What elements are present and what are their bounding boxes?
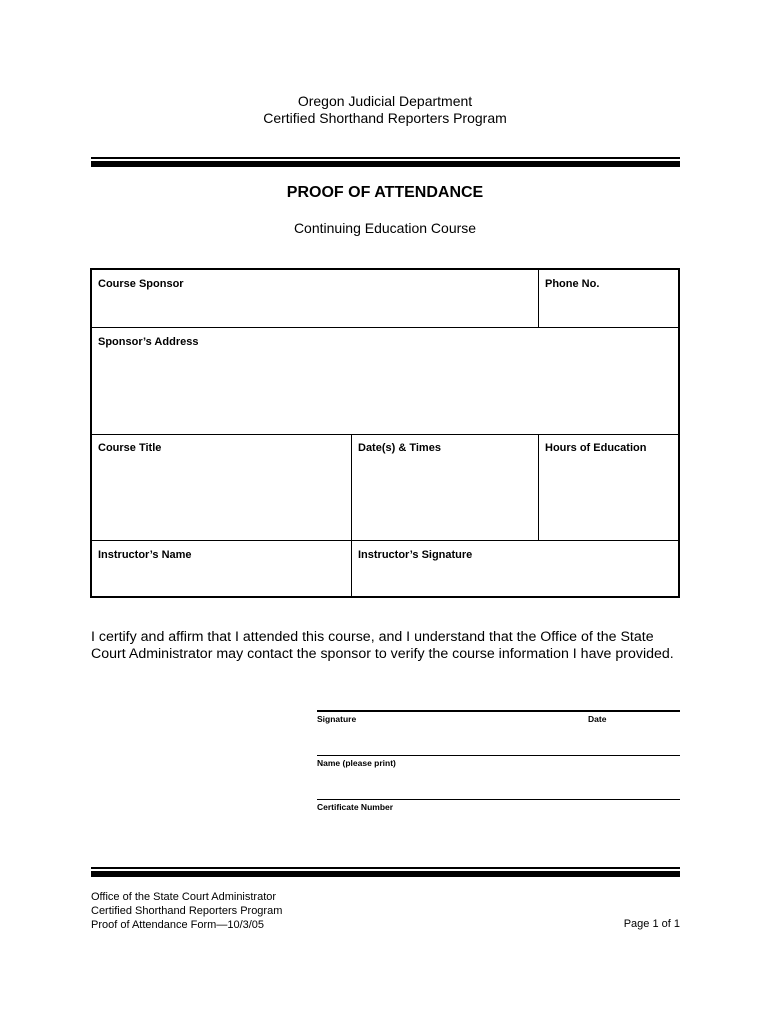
certificate-number-label: Certificate Number [317,802,394,812]
footer-divider [91,867,680,877]
page-title: PROOF OF ATTENDANCE [286,184,484,201]
certification-statement: I certify and affirm that I attended this course, and I understand that the Office of the State Court Administrator may contact the sponsor to verify the course information I have provided. [91,629,674,662]
footer-office: Office of the State Court Administrator [91,891,277,903]
instructor-name-field[interactable]: Instructor’s Name [98,549,192,561]
program-name: Certified Shorthand Reporters Program [263,110,507,126]
page-number: Page 1 of 1 [623,918,680,930]
phone-number-field[interactable]: Phone No. [545,278,600,290]
footer-program: Certified Shorthand Reporters Program [91,905,283,917]
signature-label: Signature [317,714,357,724]
course-sponsor-field[interactable]: Course Sponsor [98,278,184,290]
page-subtitle: Continuing Education Course [293,220,477,236]
sponsor-address-field[interactable]: Sponsor’s Address [98,336,199,348]
name-print-line[interactable] [317,755,680,756]
instructor-signature-field[interactable]: Instructor’s Signature [358,549,473,561]
footer-form-id: Proof of Attendance Form—10/3/05 [91,919,265,931]
department-name: Oregon Judicial Department [297,93,473,109]
course-info-form [90,268,680,598]
date-label: Date [588,714,607,724]
header-divider [91,157,680,167]
dates-times-field[interactable]: Date(s) & Times [358,442,441,454]
signature-line[interactable] [317,710,680,712]
footer-info [91,890,282,932]
hours-education-field[interactable]: Hours of Education [545,442,647,454]
certificate-number-line[interactable] [317,799,680,800]
name-print-label: Name (please print) [317,758,396,768]
course-title-field[interactable]: Course Title [98,442,162,454]
